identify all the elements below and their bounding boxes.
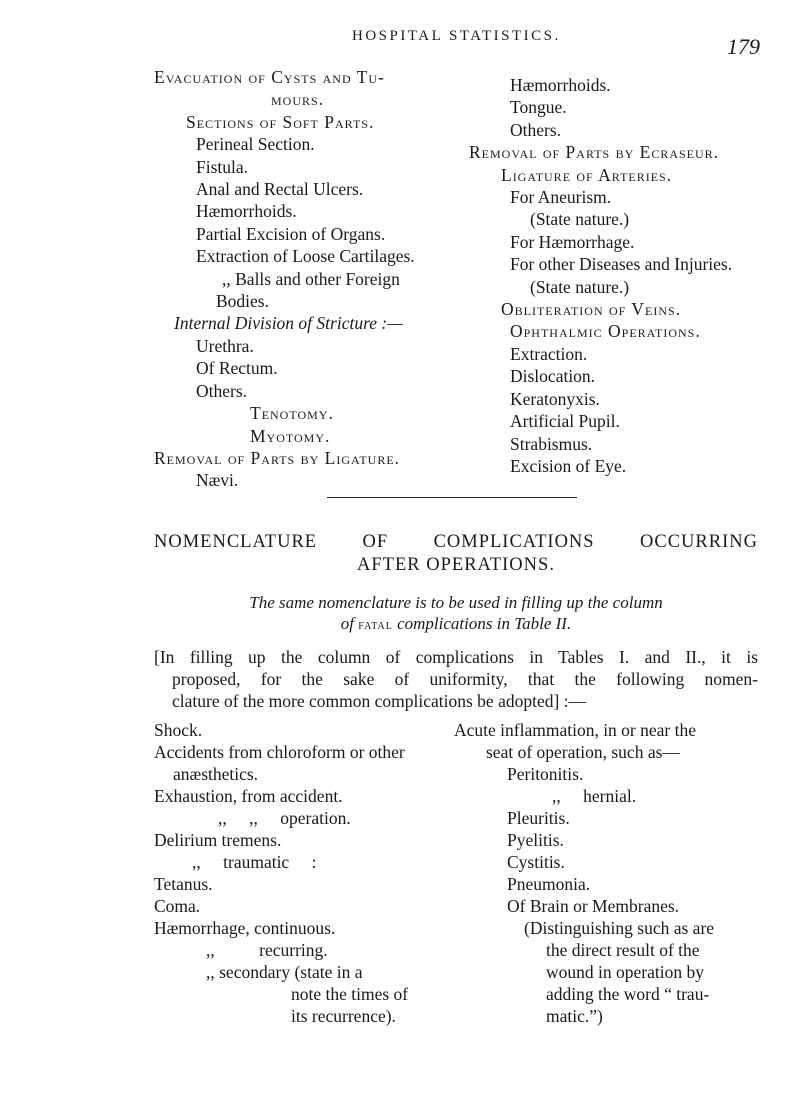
- list-item: Dislocation.: [510, 366, 596, 387]
- lower-left-column: [154, 719, 408, 1027]
- list-item: Others.: [196, 380, 248, 401]
- section-heading-line1: [154, 532, 758, 553]
- list-item: Extraction.: [510, 343, 588, 364]
- list-item: ,, ,, operation.: [218, 808, 351, 828]
- upper-right-column: [469, 74, 732, 477]
- note-fatal: fatal: [358, 618, 393, 633]
- list-item: seat of operation, such as—: [486, 742, 680, 762]
- list-item: ,, hernial.: [552, 786, 637, 806]
- heading-word: COMPLICATIONS: [433, 532, 595, 552]
- upper-left-column: [154, 66, 415, 492]
- list-item: Partial Excision of Organs.: [196, 223, 386, 244]
- list-item: Of Brain or Membranes.: [507, 896, 680, 916]
- list-item: ,, recurring.: [206, 940, 328, 960]
- list-item: For other Diseases and Injuries.: [510, 254, 733, 275]
- heading-word: OF: [362, 532, 389, 552]
- note-line: [154, 613, 758, 636]
- list-item: wound in operation by: [546, 962, 704, 982]
- paragraph-line: proposed, for the sake of uniformity, that the following nomen-: [172, 669, 758, 689]
- list-item: Extraction of Loose Cartilages.: [196, 246, 415, 267]
- list-item: Pleuritis.: [507, 808, 570, 828]
- list-item: Internal Division of Stricture :—: [174, 313, 403, 334]
- note-line: The same nomenclature is to be used in filling up the column: [249, 593, 663, 612]
- list-item: Hæmorrhoids.: [510, 75, 611, 95]
- list-item: note the times of: [291, 984, 409, 1004]
- list-item: ,, secondary (state in a: [206, 962, 363, 982]
- list-item: Anal and Rectal Ulcers.: [196, 179, 364, 200]
- list-item: Tenotomy.: [250, 403, 334, 424]
- intro-paragraph: [154, 646, 758, 712]
- list-item: Sections of Soft Parts.: [186, 111, 375, 132]
- heading-word: NOMENCLATURE: [154, 532, 318, 552]
- list-item: (State nature.): [530, 276, 630, 297]
- list-item: Ligature of Arteries.: [501, 164, 673, 185]
- list-item: (State nature.): [530, 209, 630, 230]
- list-item: mours.: [271, 89, 325, 110]
- list-item: Ophthalmic Operations.: [510, 321, 701, 342]
- list-item: the direct result of the: [546, 940, 700, 960]
- page-number: 179: [727, 34, 760, 59]
- note-text: complications in Table II.: [397, 614, 572, 633]
- lower-right-column: [454, 719, 714, 1027]
- section-divider: [327, 497, 577, 498]
- list-item: Cystitis.: [507, 852, 565, 872]
- list-item: matic.”): [546, 1006, 603, 1026]
- list-item: Perineal Section.: [196, 134, 315, 155]
- list-item: Peritonitis.: [507, 764, 584, 784]
- list-item: Pneumonia.: [507, 874, 591, 894]
- list-item: Of Rectum.: [196, 358, 278, 379]
- list-item: its recurrence).: [291, 1006, 396, 1026]
- list-item: ,, Balls and other Foreign: [222, 268, 400, 289]
- list-item: Tongue.: [510, 97, 567, 118]
- list-item: ,, traumatic :: [192, 852, 317, 872]
- list-item: Shock.: [154, 720, 203, 740]
- list-item: Fistula.: [196, 156, 249, 177]
- list-item: Artificial Pupil.: [510, 411, 620, 432]
- section-heading-line2: AFTER OPERATIONS.: [357, 555, 555, 575]
- list-item: Bodies.: [216, 291, 269, 312]
- list-item: Removal of Parts by Ligature.: [154, 447, 401, 468]
- list-item: Coma.: [154, 896, 201, 916]
- list-item: anæsthetics.: [173, 764, 259, 784]
- paragraph-line: clature of the more common complications be adopted] :—: [172, 691, 587, 711]
- list-item: Removal of Parts by Ecraseur.: [469, 142, 720, 163]
- list-item: Delirium tremens.: [154, 830, 282, 850]
- list-item: Keratonyxis.: [510, 388, 600, 409]
- list-item: Exhaustion, from accident.: [154, 786, 343, 806]
- heading-word: OCCURRING: [640, 532, 758, 552]
- list-item: Myotomy.: [250, 425, 331, 446]
- list-item: For Aneurism.: [510, 187, 612, 208]
- list-item: Obliteration of Veins.: [501, 299, 682, 320]
- list-item: Hæmorrhage, continuous.: [154, 918, 336, 938]
- paragraph-line: [In filling up the column of complications in Tables I. and II., it is: [154, 647, 758, 667]
- list-item: Nævi.: [196, 470, 239, 491]
- note-text: of: [340, 614, 355, 633]
- list-item: Hæmorrhoids.: [196, 201, 297, 222]
- list-item: (Distinguishing such as are: [524, 918, 715, 938]
- list-item: Urethra.: [196, 335, 254, 356]
- italic-note: [154, 592, 758, 636]
- list-item: Accidents from chloroform or other: [154, 742, 405, 762]
- list-item: Acute inflammation, in or near the: [454, 720, 697, 740]
- list-item: Evacuation of Cysts and Tu-: [154, 67, 385, 87]
- list-item: For Hæmorrhage.: [510, 231, 635, 252]
- list-item: Others.: [510, 119, 562, 140]
- running-title: HOSPITAL STATISTICS.: [352, 28, 561, 44]
- list-item: Pyelitis.: [507, 830, 564, 850]
- list-item: Tetanus.: [154, 874, 213, 894]
- list-item: Excision of Eye.: [510, 455, 627, 476]
- list-item: adding the word “ trau-: [546, 984, 710, 1004]
- list-item: Strabismus.: [510, 433, 593, 454]
